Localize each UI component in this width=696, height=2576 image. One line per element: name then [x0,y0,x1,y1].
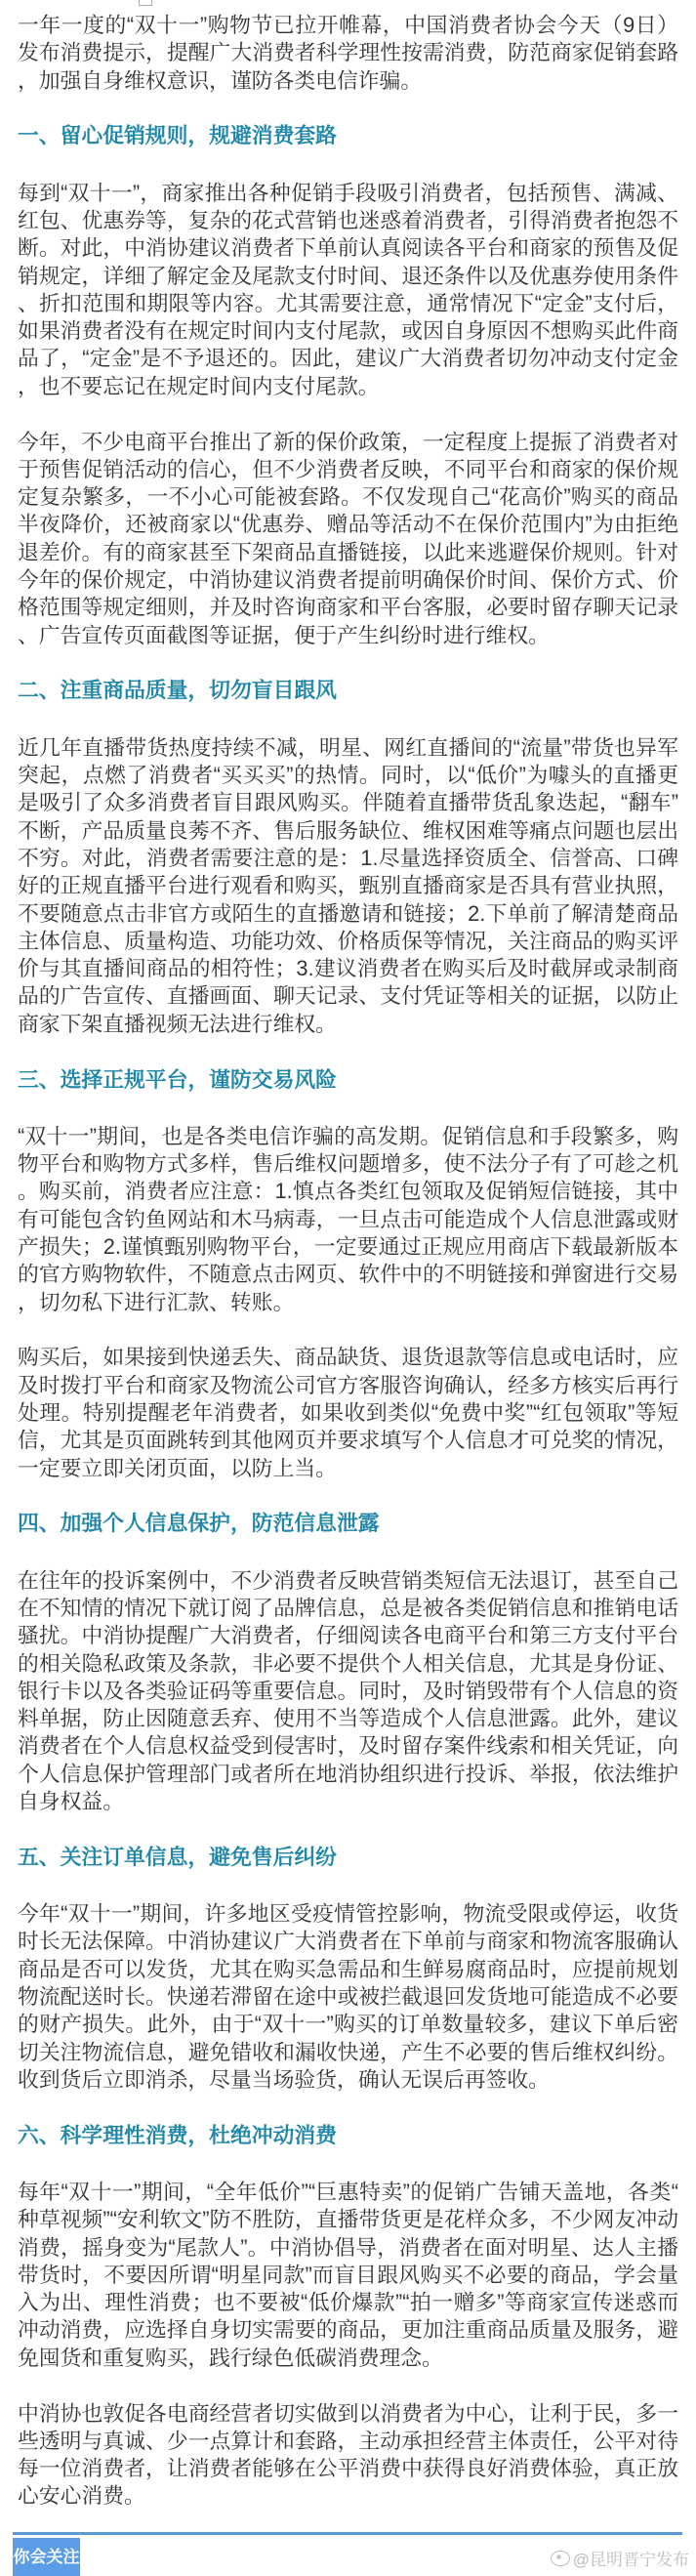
weibo-watermark [551,2546,689,2570]
intro-paragraph: 一年一度的“双十一”购物节已拉开帷幕，中国消费者协会今天（9日）发布消费提示，提醒广大消费者科学理性按需消费，防范商家促销套路，加强自身维权意识，谨防各类电信诈骗。 [18,13,678,93]
article-body [18,0,678,2511]
paragraph: 近几年直播带货热度持续不减，明星、网红直播间的“流量”带货也异军突起，点燃了消费者“买买买”的热情。同时，以“低价”为噱头的直播更是吸引了众多消费者盲目跟风购买。伴随着直播带货乱象迭起，“翻车”不断，产品质量良莠不齐、售后服务缺位、维权困难等痛点问题也层出不穷。对此，消费者需要注意的是：1.尽量选择资质全、信誉高、口碑好的正规直播平台进行观看和购买，甄别直播商家是否具有营业执照，不要随意点击非官方或陌生的直播邀请和链接；2.下单前了解清楚商品主体信息、质量构造、功能功效、价格质保等情况，关注商品的购买评价与其直播间商品的相符性；3.建议消费者在购买后及时截屏或录制商品的广告宣传、直播画面、聊天记录、支付凭证等相关的证据，以防止商家下架直播视频无法进行维权。 [18,734,678,1036]
weibo-icon [551,2551,570,2566]
watermark-text: @昆明晋宁发布 [572,2551,689,2570]
image-placeholder-icon [139,0,152,6]
paragraph: 今年“双十一”期间，许多地区受疫情管控影响，物流受限或停运，收货时长无法保障。中消协建议广大消费者在下单前与商家和物流客服确认商品是否可以发货，尤其在购买急需品和生鲜易腐商品时，应提前规划物流配送时长。快递若滞留在途中或被拦截退回发货地可能造成不必要的财产损失。此外，由于“双十一”购买的订单数量较多，建议下单后密切关注物流信息，避免错收和漏收快递，产生不必要的售后维权纠纷。收到货后立即消杀，尽量当场验货，确认无误后再签收。 [18,1901,678,2092]
section-heading-5: 五、关注订单信息，避免售后纠纷 [18,1844,337,1869]
paragraph: “双十一”期间，也是各类电信诈骗的高发期。促销信息和手段繁多，购物平台和购物方式多样，售后维权问题增多，使不法分子有了可趁之机。购买前，消费者应注意：1.慎点各类红包领取及促销短信链接，其中有可能包含钓鱼网站和木马病毒，一旦点击可能造成个人信息泄露或财产损失；2.谨慎甄别购物平台，一定要通过正规应用商店下载最新版本的官方购物软件，不随意点击网页、软件中的不明链接和弹窗进行交易，切勿私下进行汇款、转账。 [18,1123,678,1314]
paragraph: 每到“双十一”，商家推出各种促销手段吸引消费者，包括预售、满减、红包、优惠券等，复杂的花式营销也迷惑着消费者，引得消费者抱怨不断。对此，中消协建议消费者下单前认真阅读各平台和商家的预售及促销规定，详细了解定金及尾款支付时间、退还条件以及优惠券使用条件、折扣范围和期限等内容。尤其需要注意，通常情况下“定金”支付后，如果消费者没有在规定时间内支付尾款，或因自身原因不想购买此件商品了，“定金”是不予退还的。因此，建议广大消费者切勿冲动支付定金，也不要忘记在规定时间内支付尾款。 [18,180,678,398]
closing-paragraph: 中消协也敦促各电商经营者切实做到以消费者为中心，让利于民，多一些透明与真诚、少一点算计和套路，主动承担经营主体责任，公平对待每一位消费者，让消费者能够在公平消费中获得良好消费体验，真正放心安心消费。 [18,2400,678,2509]
paragraph: 在往年的投诉案例中，不少消费者反映营销类短信无法退订，甚至自己在不知情的情况下就订阅了品牌信息，总是被各类促销信息和推销电话骚扰。中消协提醒广大消费者，仔细阅读各电商平台和第三方支付平台的相关隐私政策及条款，非必要不提供个人相关信息，尤其是身份证、银行卡以及各类验证码等重要信息。同时，及时销毁带有个人信息的资料单据，防止因随意丢弃、使用不当等造成个人信息泄露。此外，建议消费者在个人信息权益受到侵害时，及时留存案件线索和相关凭证，向个人信息保护管理部门或者所在地消协组织进行投诉、举报，依法维护自身权益。 [18,1567,678,1814]
paragraph: 今年，不少电商平台推出了新的保价政策，一定程度上提振了消费者对于预售促销活动的信心，但不少消费者反映，不同平台和商家的保价规定复杂繁多，一不小心可能被套路。不仅发现自己“花高价”购买的商品半夜降价，还被商家以“优惠券、赠品等活动不在保价范围内”为由拒绝退差价。有的商家甚至下架商品直播链接，以此来逃避保价规则。针对今年的保价规定，中消协建议消费者提前明确保价时间、保价方式、价格范围等规定细则，并及时咨询商家和平台客服，必要时留存聊天记录、广告宣传页面截图等证据，便于产生纠纷时进行维权。 [18,429,678,647]
section-heading-4: 四、加强个人信息保护，防范信息泄露 [18,1511,380,1536]
paragraph: 购买后，如果接到快递丢失、商品缺货、退货退款等信息或电话时，应及时拨打平台和商家及物流公司官方客服咨询确认，经多方核实后再行处理。特别提醒老年消费者，如果收到类似“免费中奖”“红包领取”等短信，尤其是页面跳转到其他网页并要求填写个人信息才可兑奖的情况，一定要立即关闭页面，以防上当。 [18,1345,678,1480]
paragraph: 每年“双十一”期间，“全年低价”“巨惠特卖”的促销广告铺天盖地，各类“种草视频”“安利软文”防不胜防，直播带货更是花样众多，不少网友冲动消费，摇身变为“尾款人”。中消协倡导，消费者在面对明星、达人主播带货时，不要因所谓“明星同款”而盲目跟风购买不必要的商品，学会量入为出、理性消费；也不要被“低价爆款”“拍一赠多”等商家宣传迷惑而冲动消费，应选择自身切实需要的商品，更加注重商品质量及服务，避免囤货和重复购买，践行绿色低碳消费理念。 [18,2180,678,2370]
footer-divider [13,2532,682,2535]
section-heading-2: 二、注重商品质量，切勿盲目跟风 [18,678,337,703]
section-heading-3: 三、选择正规平台，谨防交易风险 [18,1066,337,1092]
footer [13,2532,689,2576]
you-may-follow-button[interactable]: 你会关注 [13,2538,80,2576]
section-heading-6: 六、科学理性消费，杜绝冲动消费 [18,2122,337,2147]
section-heading-1: 一、留心促销规则，规避消费套路 [18,123,337,148]
